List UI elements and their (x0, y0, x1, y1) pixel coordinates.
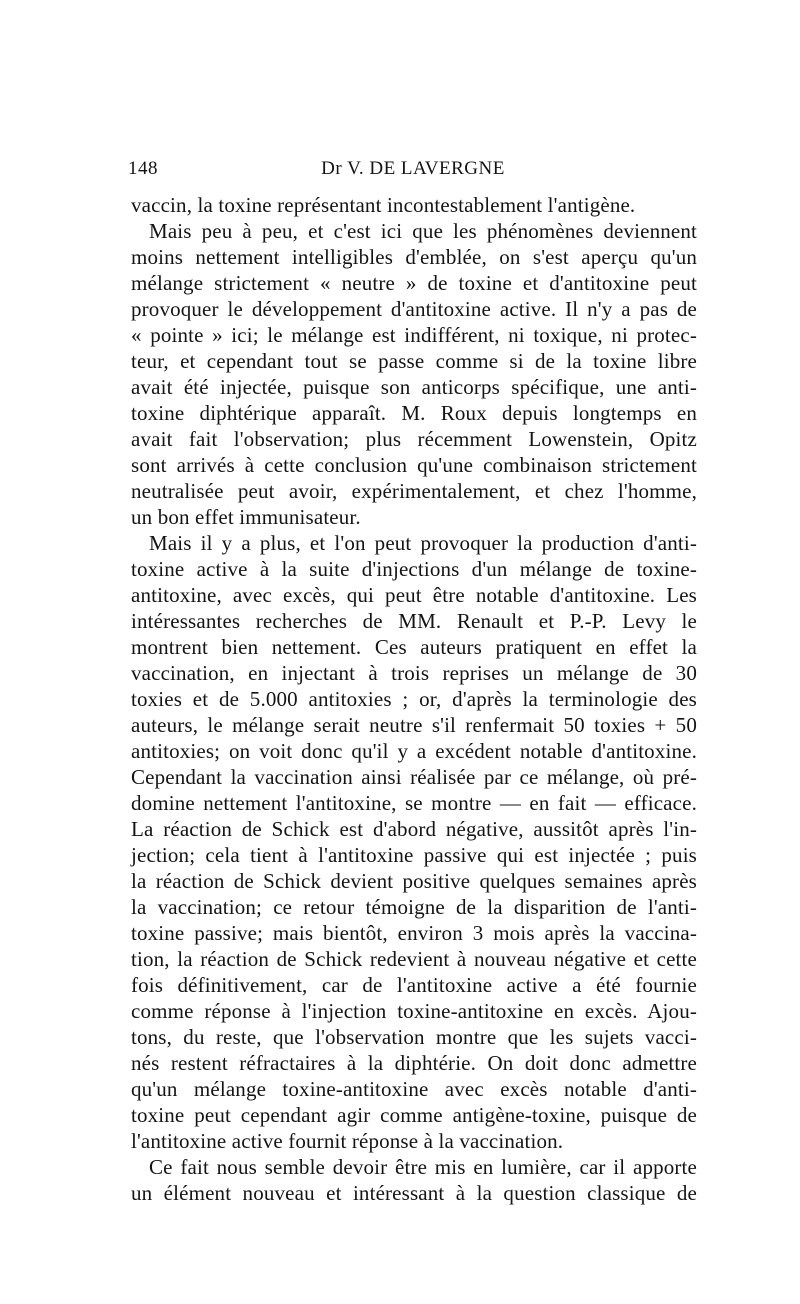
paragraph (131, 530, 697, 1154)
text-line: toxine diphtérique apparaît. M. Roux depuis longtemps en (131, 401, 697, 425)
text-line: la vaccination; ce retour témoigne de la disparition de l'anti- (131, 895, 697, 919)
text-line: nés restent réfractaires à la diphtérie. On doit donc admettre (131, 1051, 697, 1075)
text-line: « pointe » ici; le mélange est indifférent, ni toxique, ni protec- (131, 323, 697, 347)
text-line: intéressantes recherches de MM. Renault et P.-P. Levy le (131, 609, 697, 633)
text-line: mélange strictement « neutre » de toxine et d'antitoxine peut (131, 271, 697, 295)
text-line: avait fait l'observation; plus récemment Lowenstein, Opitz (131, 427, 697, 451)
text-line: neutralisée peut avoir, expérimentalement, et chez l'homme, (131, 479, 697, 503)
text-line: fois définitivement, car de l'antitoxine active a été fournie (131, 973, 697, 997)
text-line: la réaction de Schick devient positive quelques semaines après (131, 869, 697, 893)
body-text (131, 192, 697, 1206)
text-line: montrent bien nettement. Ces auteurs pratiquent en effet la (131, 635, 697, 659)
paragraph (131, 1154, 697, 1206)
text-line: Ce fait nous semble devoir être mis en lumière, car il apporte (149, 1155, 697, 1179)
text-line: auteurs, le mélange serait neutre s'il renfermait 50 toxies + 50 (131, 713, 697, 737)
text-line: qu'un mélange toxine-antitoxine avec excès notable d'anti- (131, 1077, 697, 1101)
text-line: toxine passive; mais bientôt, environ 3 mois après la vaccina- (131, 921, 697, 945)
text-line: toxies et de 5.000 antitoxies ; or, d'après la terminologie des (131, 687, 697, 711)
paragraph (131, 218, 697, 530)
text-line: comme réponse à l'injection toxine-antitoxine en excès. Ajou- (131, 999, 697, 1023)
page-number: 148 (128, 158, 158, 179)
text-line: un bon effet immunisateur. (131, 505, 361, 529)
text-line: jection; cela tient à l'antitoxine passive qui est injectée ; puis (131, 843, 697, 867)
text-line: toxine active à la suite d'injections d'un mélange de toxine- (131, 557, 697, 581)
text-line: tons, du reste, que l'observation montre que les sujets vacci- (131, 1025, 697, 1049)
text-line: l'antitoxine active fournit réponse à la vaccination. (131, 1129, 564, 1153)
text-line: antitoxies; on voit donc qu'il y a excédent notable d'antitoxine. (131, 739, 697, 763)
text-line: Mais peu à peu, et c'est ici que les phénomènes deviennent (149, 219, 697, 243)
text-line: Cependant la vaccination ainsi réalisée par ce mélange, où pré- (131, 765, 697, 789)
text-line: moins nettement intelligibles d'emblée, on s'est aperçu qu'un (131, 245, 697, 269)
text-line: provoquer le développement d'antitoxine active. Il n'y a pas de (131, 297, 697, 321)
text-line: domine nettement l'antitoxine, se montre — en fait — efficace. (131, 791, 697, 815)
text-line: vaccination, en injectant à trois reprises un mélange de 30 (131, 661, 697, 685)
text-line: antitoxine, avec excès, qui peut être notable d'antitoxine. Les (131, 583, 697, 607)
text-line: sont arrivés à cette conclusion qu'une combinaison strictement (131, 453, 697, 477)
text-line: teur, et cependant tout se passe comme si de la toxine libre (131, 349, 697, 373)
text-line: avait été injectée, puisque son anticorps spécifique, une anti- (131, 375, 697, 399)
paragraph (131, 192, 697, 218)
text-line: tion, la réaction de Schick redevient à nouveau négative et cette (131, 947, 697, 971)
text-line: La réaction de Schick est d'abord négative, aussitôt après l'in- (131, 817, 697, 841)
running-head (128, 158, 698, 186)
text-line: toxine peut cependant agir comme antigène-toxine, puisque de (131, 1103, 697, 1127)
text-line: vaccin, la toxine représentant incontestablement l'antigène. (131, 193, 636, 217)
text-line: Mais il y a plus, et l'on peut provoquer la production d'anti- (149, 531, 697, 555)
text-line: un élément nouveau et intéressant à la question classique de (131, 1181, 697, 1205)
header-title: Dr V. DE LAVERGNE (321, 158, 505, 179)
